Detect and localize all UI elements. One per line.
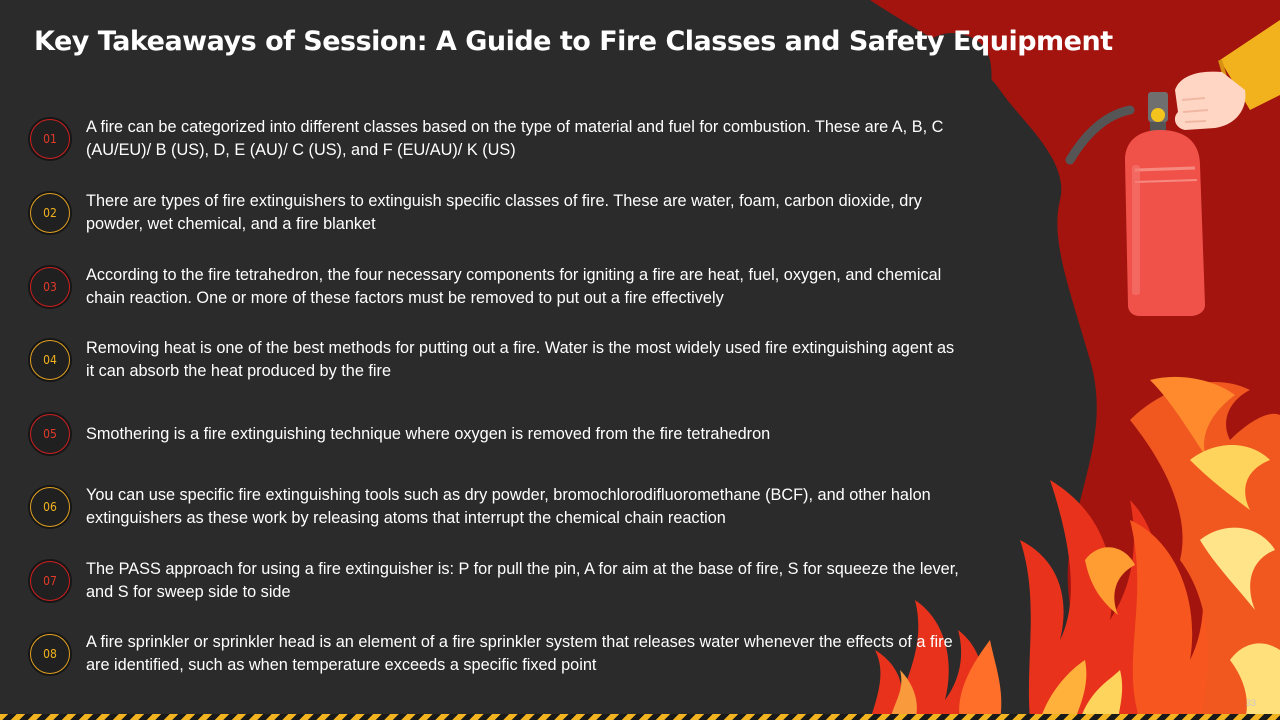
item-text: Removing heat is one of the best methods for putting out a fire. Water is the most widely used fire extinguishing agent as it can absorb the heat produced by the fire [86, 339, 955, 380]
item-text: A fire can be categorized into different classes based on the type of material and fuel for combustion. These are A, B, C (AU/EU)/ B (US), D, E (AU)/ C (US), and F (EU/AU)/ K (US) [86, 118, 944, 159]
page-number: 33 [1245, 698, 1256, 708]
list-item [30, 483, 965, 531]
list-item [30, 557, 965, 605]
list-item [30, 115, 965, 163]
item-number-badge: 07 [30, 561, 70, 601]
list-item [30, 336, 965, 384]
item-number-badge: 04 [30, 340, 70, 380]
item-text: A fire sprinkler or sprinkler head is an element of a fire sprinkler system that releases water whenever the effects of a fire are identified, such as when temperature exceeds a specific fixed point [86, 633, 953, 674]
list-item [30, 189, 965, 237]
item-text: The PASS approach for using a fire extinguisher is: P for pull the pin, A for aim at the base of fire, S for squeeze the lever, and S for sweep side to side [86, 560, 959, 601]
item-text: According to the fire tetrahedron, the four necessary components for igniting a fire are heat, fuel, oxygen, and chemical chain reaction. One or more of these factors must be removed to put out a fire effectively [86, 266, 942, 307]
item-number-badge: 02 [30, 193, 70, 233]
item-number-badge: 01 [30, 119, 70, 159]
item-number-badge: 08 [30, 634, 70, 674]
list-item [30, 630, 965, 678]
list-item [30, 263, 965, 311]
hazard-stripe [0, 714, 1280, 720]
page-title: Key Takeaways of Session: A Guide to Fire Classes and Safety Equipment [34, 26, 1113, 57]
item-number-badge: 03 [30, 267, 70, 307]
item-number-badge: 06 [30, 487, 70, 527]
item-text: There are types of fire extinguishers to extinguish specific classes of fire. These are water, foam, carbon dioxide, dry powder, wet chemical, and a fire blanket [86, 192, 922, 233]
item-text: You can use specific fire extinguishing tools such as dry powder, bromochlorodifluoromethane (BCF), and other halon extinguishers as these work by releasing atoms that interrupt the chemical chain reaction [86, 486, 931, 527]
item-number-badge: 05 [30, 414, 70, 454]
list-item [30, 410, 965, 458]
item-text: Smothering is a fire extinguishing technique where oxygen is removed from the fire tetrahedron [86, 424, 771, 443]
